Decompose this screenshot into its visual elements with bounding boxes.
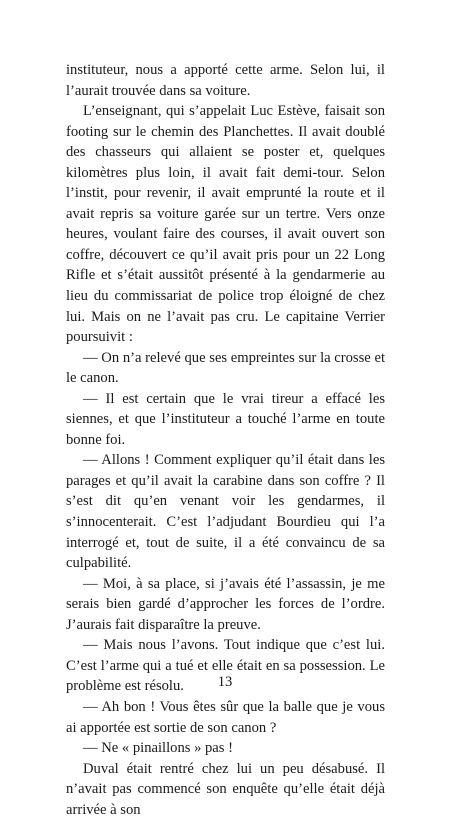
paragraph-dialogue: — On n’a relevé que ses empreintes sur la crosse et le canon. xyxy=(66,349,385,387)
page-number: 13 xyxy=(217,674,233,690)
paragraph-dialogue: — Il est certain que le vrai tireur a effacé les siennes, et que l’instituteur a touché l’arme en toute bonne foi. xyxy=(66,390,385,448)
paragraph-narration: Duval était rentré chez lui un peu désabusé. Il n’avait pas commencé son enquête qu’elle était déjà arrivée à son xyxy=(66,760,385,818)
paragraph-continuation: instituteur, nous a apporté cette arme. Selon lui, il l’aurait trouvée dans sa voiture. xyxy=(66,62,385,99)
paragraph-dialogue: — Mais nous l’avons. Tout indique que c’est lui. C’est l’arme qui a tué et elle était en sa possession. Le problème est résolu. xyxy=(66,637,385,695)
paragraph-dialogue: — Allons ! Comment expliquer qu’il était dans les parages et qu’il avait la carabine dans son coffre ? Il s’est dit qu’en venant voir les gendarmes, il s’innocenterait. C’est l’adjudant Bourdieu qui l’a interrogé et, tout de suite, il a été convaincu de sa culpabilité. xyxy=(66,452,385,572)
paragraph-dialogue: — Ah bon ! Vous êtes sûr que la balle que je vous ai apportée est sortie de son canon ? xyxy=(66,698,385,736)
paragraph-narration: L’enseignant, qui s’appelait Luc Estève, faisait son footing sur le chemin des Planchettes. Il avait doublé des chasseurs qui allaient se poster et, quelques kilomètres plus loin, il avait fait demi-tour. Selon l’instit, pour revenir, il avait emprunté la route et il avait repris sa voiture garée sur un tertre. Vers onze heures, voulant faire des courses, il avait ouvert son coffre, découvert ce qu’il avait pris pour un 22 Long Rifle et s’était aussitôt présenté à la gendarmerie au lieu du commissariat de police trop éloigné de chez lui. Mais on ne l’avait pas cru. Le capitaine Verrier poursuivit : xyxy=(66,103,385,346)
page-body xyxy=(66,60,385,820)
paragraph-dialogue: — Ne « pinaillons » pas ! xyxy=(83,740,233,757)
paragraph-dialogue: — Moi, à sa place, si j’avais été l’assassin, je me serais bien gardé d’approcher les forces de l’ordre. J’aurais fait disparaître la preuve. xyxy=(66,575,385,633)
